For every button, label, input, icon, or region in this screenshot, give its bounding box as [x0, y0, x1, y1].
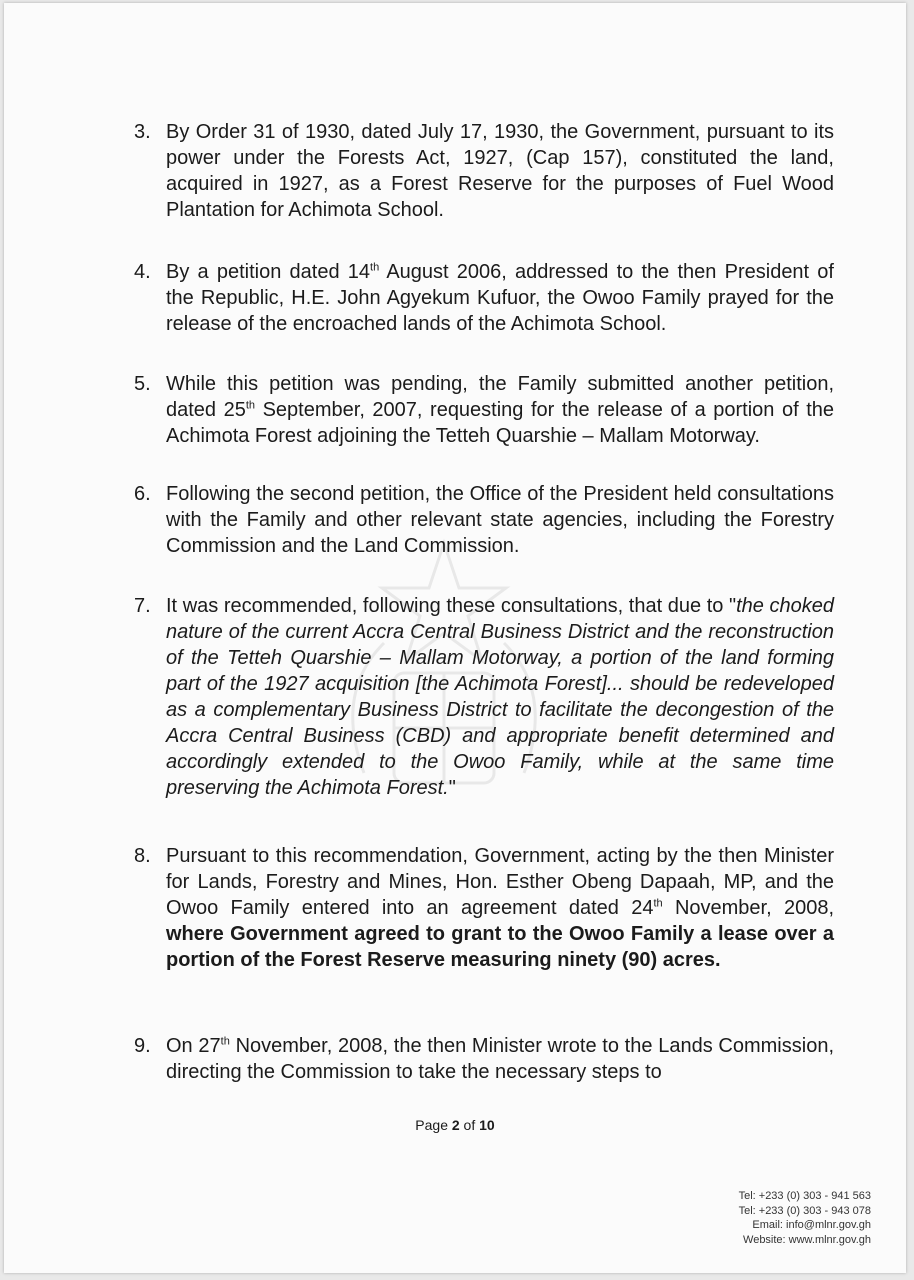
paragraph-number: 8. [134, 845, 151, 867]
emphasized-agreement: where Government agreed to grant to the Owoo Family a lease over a portion of the Forest Reserve measuring ninety (90) acres [166, 923, 834, 971]
website: Website: www.mlnr.gov.gh [743, 1233, 871, 1246]
paragraph-number: 5. [134, 373, 151, 395]
paragraph-text: Following the second petition, the Office of the President held consultations with the Family and other relevant state agencies, including the Forestry Commission and the Land Commission. [166, 483, 834, 557]
paragraph-6 [134, 481, 834, 559]
contact-info [739, 1189, 871, 1247]
paragraph-number: 4. [134, 261, 151, 283]
document-page [4, 3, 906, 1273]
paragraph-text: By Order 31 of 1930, dated July 17, 1930, the Government, pursuant to its power under the Forests Act, 1927, (Cap 157), constituted the land, acquired in 1927, as a Forest Reserve for the purposes of Fuel Wood Plantation for Achimota School. [166, 121, 834, 221]
quoted-recommendation: the choked nature of the current Accra Central Business District and the reconstruction of the Tetteh Quarshie – Mallam Motorway, a portion of the land forming part of the 1927 acquisition [the Achimota Forest]... should be redeveloped as a complementary Business District to facilitate the decongestion of the Accra Central Business (CBD) and appropriate benefit determined and accordingly extended to the Owoo Family, while at the same time preserving the Achimota Forest. [166, 595, 834, 799]
page-number: Page 2 of 10 [415, 1117, 495, 1133]
paragraph-text: It was recommended, following these consultations, that due to "the choked nature of the current Accra Central Business District and the reconstruction of the Tetteh Quarshie – Mallam Motorway, a portion of the land forming part of the 1927 acquisition [the Achimota Forest]... should be redeveloped as a complementary Business District to facilitate the decongestion of the Accra Central Business (CBD) and appropriate benefit determined and accordingly extended to the Owoo Family, while at the same time preserving the Achimota Forest." [166, 595, 834, 799]
paragraph-8 [134, 843, 834, 973]
paragraph-text: By a petition dated 14th August 2006, addressed to the then President of the Republic, H.E. John Agyekum Kufuor, the Owoo Family prayed for the release of the encroached lands of the Achimota School. [166, 261, 834, 335]
phone-1: Tel: +233 (0) 303 - 941 563 [738, 1190, 871, 1202]
phone-2: Tel: +233 (0) 303 - 943 078 [738, 1204, 871, 1217]
paragraph-4 [134, 259, 834, 337]
paragraph-text: While this petition was pending, the Family submitted another petition, dated 25th September, 2007, requesting for the release of a portion of the Achimota Forest adjoining the Tetteh Quarshie – Mallam Motorway. [166, 373, 835, 447]
paragraph-number: 3. [134, 121, 151, 143]
paragraph-text: On 27th November, 2008, the then Minister wrote to the Lands Commission, directing the Commission to take the necessary steps to [166, 1035, 834, 1083]
paragraph-number: 6. [134, 483, 151, 505]
paragraph-5 [134, 371, 834, 449]
paragraph-number: 9. [134, 1035, 151, 1057]
paragraph-number: 7. [134, 595, 151, 617]
paragraph-9 [134, 1033, 834, 1085]
paragraph-3 [134, 119, 834, 223]
email: Email: info@mlnr.gov.gh [752, 1219, 871, 1231]
paragraph-text: Pursuant to this recommendation, Government, acting by the then Minister for Lands, Forestry and Mines, Hon. Esther Obeng Dapaah, MP, and the Owoo Family entered into an agreement dated 24th November, 2008, where Government agreed to grant to the Owoo Family a lease over a portion of the Forest Reserve measuring ninety (90) acres. [166, 845, 834, 971]
paragraph-7 [134, 593, 834, 801]
